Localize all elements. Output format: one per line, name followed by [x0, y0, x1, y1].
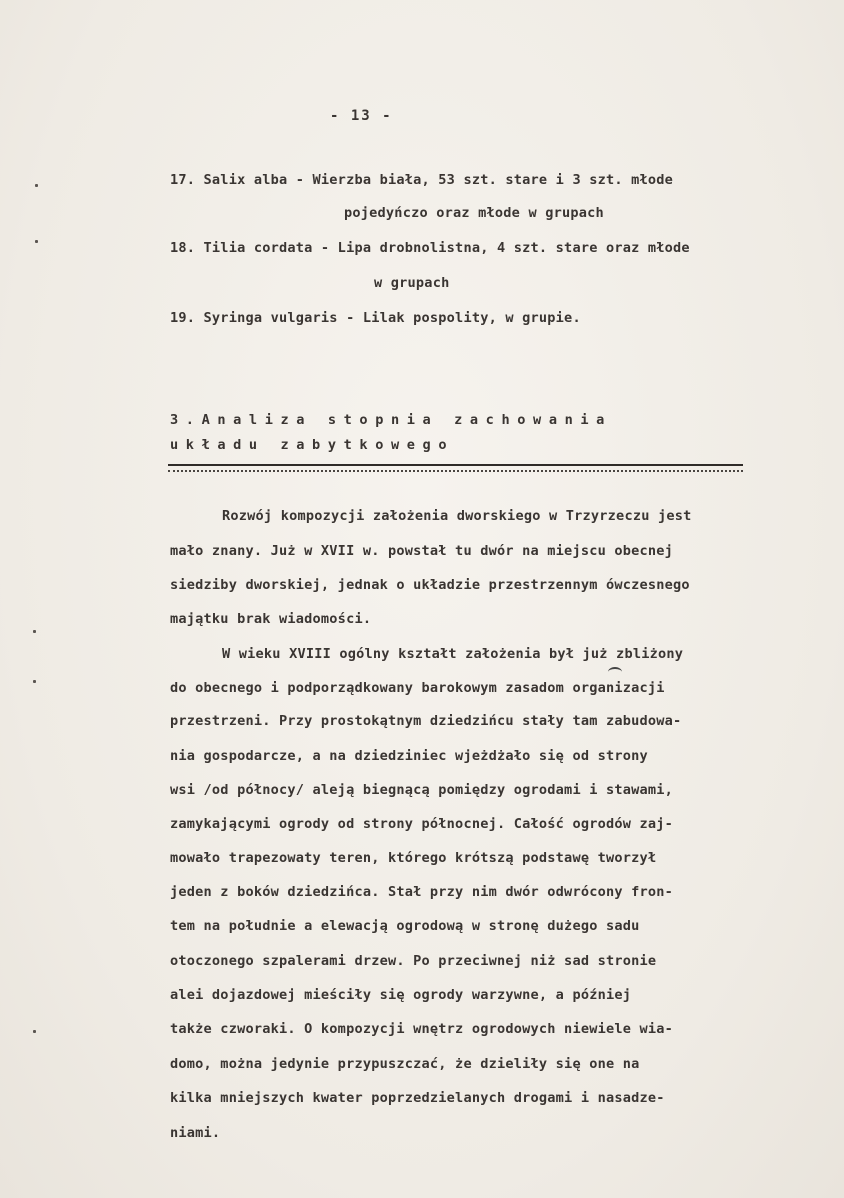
page-number: - 13 - — [330, 108, 393, 124]
list-item-19: 19. Syringa vulgaris - Lilak pospolity, w grupie. — [170, 310, 581, 326]
paragraph2-line: W wieku XVIII ogólny kształt założenia był już zbliżony — [222, 646, 684, 662]
section-heading-line2: układu zabytkowego — [170, 437, 455, 453]
list-item-18: 18. Tilia cordata - Lipa drobnolistna, 4 szt. stare oraz młode — [170, 240, 690, 256]
paragraph2-line: alei dojazdowej mieściły się ogrody warzywne, a później — [170, 987, 632, 1003]
paragraph2-line: nia gospodarcze, a na dziedziniec wjeżdżało się od strony — [170, 748, 648, 764]
paragraph2-line: niami. — [170, 1125, 221, 1141]
paragraph1-line: Rozwój kompozycji założenia dworskiego w Trzyrzeczu jest — [222, 508, 692, 524]
list-item-17: 17. Salix alba - Wierzba biała, 53 szt. stare i 3 szt. młode — [170, 172, 674, 188]
paragraph2-line: otoczonego szpalerami drzew. Po przeciwnej niż sad stronie — [170, 953, 657, 969]
paragraph1-line: siedziby dworskiej, jednak o układzie przestrzennym ówczesnego — [170, 577, 690, 593]
paragraph2-line: mowało trapezowaty teren, którego krótszą podstawę tworzył — [170, 850, 657, 866]
paragraph2-line: także czworaki. O kompozycji wnętrz ogrodowych niewiele wia- — [170, 1021, 674, 1037]
scan-speck — [33, 1030, 36, 1033]
scan-speck — [35, 184, 38, 187]
paragraph2-line: domo, można jedynie przypuszczać, że dzieliły się one na — [170, 1056, 640, 1072]
scan-speck — [35, 240, 38, 243]
scan-speck — [33, 630, 36, 633]
paragraph1-line: majątku brak wiadomości. — [170, 611, 372, 627]
paragraph1-line: mało znany. Już w XVII w. powstał tu dwór na miejscu obecnej — [170, 543, 674, 559]
list-item-17-cont: pojedyńczo oraz młode w grupach — [344, 205, 604, 221]
heading-underline — [168, 464, 743, 472]
paragraph2-line: do obecnego i podporządkowany barokowym zasadom organizacji — [170, 680, 665, 696]
paragraph2-line: tem na południe a elewacją ogrodową w stronę dużego sadu — [170, 918, 640, 934]
paragraph2-line: zamykającymi ogrody od strony północnej. Całość ogrodów zaj- — [170, 816, 674, 832]
paragraph2-line: przestrzeni. Przy prostokątnym dziedzińcu stały tam zabudowa- — [170, 713, 682, 729]
handwritten-correction-mark — [608, 667, 622, 677]
paragraph2-line: kilka mniejszych kwater poprzedzielanych drogami i nasadze- — [170, 1090, 665, 1106]
scan-speck — [33, 680, 36, 683]
section-heading-line1: 3.Analiza stopnia zachowania — [170, 412, 612, 428]
paragraph2-line: wsi /od północy/ aleją biegnącą pomiędzy ogrodami i stawami, — [170, 782, 674, 798]
list-item-18-cont: w grupach — [374, 275, 450, 291]
paragraph2-line: jeden z boków dziedzińca. Stał przy nim dwór odwrócony fron- — [170, 884, 674, 900]
